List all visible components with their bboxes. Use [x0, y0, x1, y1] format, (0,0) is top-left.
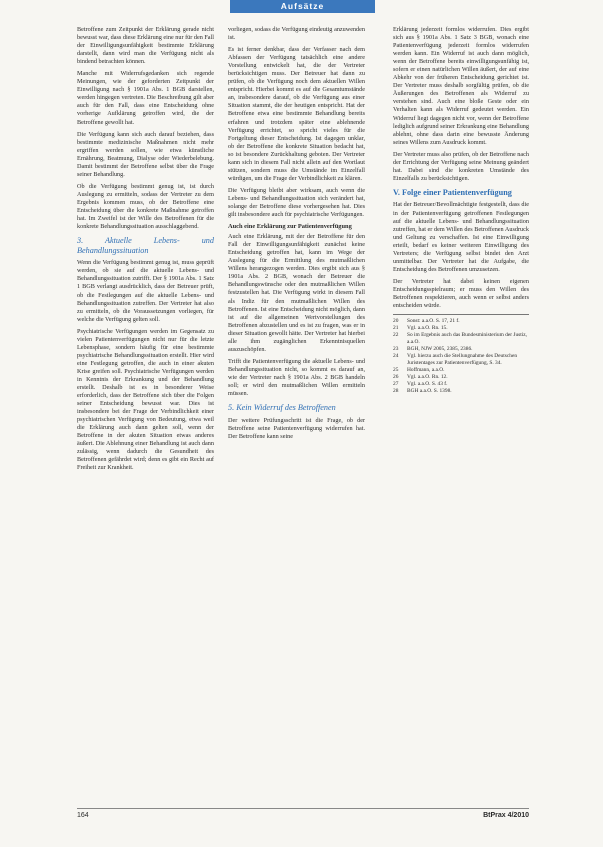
subsection-heading: 5. Kein Widerruf des Betroffenen — [228, 403, 336, 413]
footnote-number: 25 — [393, 367, 399, 374]
section-title: Aufsätze — [280, 1, 325, 11]
paragraph: Ob die Verfügung bestimmt genug ist, ist durch Auslegung zu ermitteln, sodass der Vertreter zu dem Ergebnis kommen muss, ob der Betroffene eine Entscheidung über die konkrete Maßnahme getroffen hat. Im Zweifel ist der Wille des Betroffenen für die konkrete Behandlungssituation ausschlaggebend. — [77, 182, 214, 231]
paragraph: Manche mit Widerrufsgedanken sich regende Meinungen, wie der geforderten Zeitpunkt der Einwilligung nach § 1901a Abs. 1 BGB darstellen, werden hingegen vertreten. Die Beschreibung gilt aber auch für den Fall, dass eine Entscheidung ohne vorherige Aufklärung getroffen wird, die der Betroffene gewollt hat. — [77, 70, 214, 126]
page-number: 164 — [77, 812, 89, 819]
paragraph: Der Vertreter hat dabei keinen eigenen Entscheidungsspielraum; er muss den Willen des Betroffenen respektieren, auch wenn er selbst anders entscheiden würde. — [393, 277, 529, 310]
subsection-heading: 3. Aktuelle Lebens- und Behandlungssituation — [77, 236, 214, 255]
footnote — [393, 318, 529, 325]
footnote-text: Vgl. hierzu auch die Stellungnahme des Deutschen Juristentages zur Patientenverfügung, S. 34. — [407, 353, 518, 367]
footnote-text: Vgl. a.a.O. S. 43 f. — [407, 381, 448, 388]
footnote-number: 20 — [393, 318, 399, 325]
footnote — [393, 388, 529, 395]
footnote-number: 24 — [393, 353, 399, 360]
paragraph: Hat der Betreuer/Bevollmächtigte festgestellt, dass die in der Patientenverfügung getroffenen Festlegungen auf die aktuelle Lebens- und Behandlungssituation zutreffen, hat er dem Willen des Betroffenen Ausdruck und Geltung zu verschaffen. Ist eine Einwilligung erteilt, bedarf es keiner weiteren Einwilligung des Vertreters; die Verfügung selbst bindet den Arzt unmittelbar. Der Vertreter hat die Aufgabe, die Entscheidung des Betroffenen umzusetzen. — [393, 201, 529, 273]
footnote — [393, 346, 529, 353]
text-column-right — [393, 26, 529, 811]
footnote-number: 22 — [393, 332, 399, 339]
paragraph: Psychiatrische Verfügungen werden im Gegensatz zu vielen Patientenverfügungen nicht nur für die letzte Lebensphase, sondern häufig für eine bestimmte psychiatrische Behandlungssituation erstellt. Hier wird eine Festlegung getroffen, die auch in einer akuten Krise greifen soll. Psychiatrische Verfügungen werden in Kenntnis der Erkrankung und der Behandlung erstellt. Deshalb ist es in besonderer Weise erforderlich, dass der Betroffene sich über die Folgen seiner Entscheidung bewusst war. Dies ist insbesondere bei der Frage der Verbindlichkeit einer psychiatrischen Verfügung von Bedeutung, etwa weil die Erklärung auch dann gelten soll, wenn der Betroffene in der akuten Situation etwas anderes äußert. Die Ablehnung einer Behandlung ist auch dann zulässig, wenn dadurch die Gesundheit des Betroffenen gefährdet wird; denn es gibt ein Recht auf Freiheit zur Krankheit. — [77, 327, 214, 472]
paragraph: Wenn die Verfügung bestimmt genug ist, muss geprüft werden, ob sie auf die aktuelle Lebens- und Behandlungssituation zutrifft. Der § 1901a Abs. 1 Satz 1 BGB verlangt ausdrücklich, dass der Betreuer prüft, ob die Festlegungen auf die aktuelle Lebens- und Behandlungssituation zutreffen. Der Vertreter hat also zu ermitteln, ob die Voraussetzungen vorliegen, für welche die Verfügung gelten soll. — [77, 259, 214, 323]
paragraph: vorliegen, sodass die Verfügung eindeutig anzuwenden ist. — [228, 26, 365, 42]
footnote — [393, 381, 529, 388]
footnote-number: 28 — [393, 388, 399, 395]
paragraph: Es ist ferner denkbar, dass der Verfasser nach dem Abfassen der Verfügung tatsächlich eine andere Vorstellung entwickelt hat, die der Vertreter berücksichtigen muss. Der Betreuer hat dann zu prüfen, ob die Verfügung noch dem aktuellen Willen entspricht. Hierbei kommt es auf die Gesamtumstände an, insbesondere darauf, ob die Verfügung aus einer Situation stammt, die der heutigen entspricht. Hat der Betroffene etwa eine bestimmte Behandlung bereits erfahren und trotzdem später eine ablehnende Verfügung errichtet, so spricht vieles für die Fortgeltung dieser Entscheidung. Ist dagegen unklar, ob der Betroffene die konkrete Situation bedacht hat, so ist besondere Zurückhaltung geboten. Der Vertreter kann sich in diesem Fall nicht allein auf den Wortlaut stützen, sondern muss die Umstände im Einzelfall würdigen, um die Frage der Verbindlichkeit zu klären. — [228, 46, 365, 182]
paragraph: Der Vertreter muss also prüfen, ob der Betroffene nach der Errichtung der Verfügung seine Meinung geändert hat. Dabei sind die konkreten Umstände des Einzelfalls zu berücksichtigen. — [393, 150, 529, 182]
paragraph: Der weitere Prüfungsschritt ist die Frage, ob der Betroffene seine Patientenverfügung widerrufen hat. Der Betroffene kann seine — [228, 416, 365, 440]
text-column-middle — [228, 26, 365, 811]
footnotes — [393, 314, 529, 395]
journal-name: BtPrax 4/2010 — [483, 812, 529, 819]
section-header-band — [230, 0, 375, 13]
footnote-text: BGH a.a.O. S. 1398. — [407, 388, 452, 395]
footnote — [393, 353, 529, 367]
footnote-text: Hoffmann, a.a.O. — [407, 367, 445, 374]
paragraph: Auch eine Erklärung, mit der der Betroffene für den Fall der Einwilligungsunfähigkeit zunächst keine Entscheidung getroffen hat, kann im Wege der Auslegung für die Ermittlung des mutmaßlichen Willens herangezogen werden. Dies ergibt sich aus § 1901a Abs. 2 BGB, wonach der Betreuer die Behandlungswünsche oder den mutmaßlichen Willen festzustellen hat. Die Verfügung wirkt in diesem Fall als Indiz für den mutmaßlichen Willen des Betroffenen. Ist eine Entscheidung nicht möglich, dann ist auf die allgemeinen Wertvorstellungen des Betroffenen abzustellen und es ist zu fragen, was er in dieser Situation gewollt hätte. Der Vertreter hat hierbei alle ihm zugänglichen Erkenntnisquellen auszuschöpfen. — [228, 233, 365, 353]
footer-rule — [77, 808, 529, 809]
footnote — [393, 332, 529, 346]
footnote-text: Vgl. a.a.O. Rn. 15. — [407, 325, 448, 332]
text-column-left — [77, 26, 214, 811]
footnote-text: BGH, NJW 2005, 2385, 2386. — [407, 346, 473, 353]
footnote-text: Vgl. a.a.O. Rn. 12. — [407, 374, 448, 381]
paragraph: Betroffene zum Zeitpunkt der Erklärung gerade nicht bewusst war, dass diese Erklärung eine nur für den Fall der Einwilligungsunfähigkeit bestimmte Erklärung darstellt, dann wird man die Verfügung nicht als bindend betrachten können. — [77, 26, 214, 66]
paragraph: Erklärung jederzeit formlos widerrufen. Dies ergibt sich aus § 1901a Abs. 1 Satz 3 BGB, wonach eine Patientenverfügung jederzeit formlos widerrufen werden kann. Ein Widerruf ist auch dann möglich, wenn der Betroffene bereits einwilligungsunfähig ist, sofern er einen natürlichen Willen äußert, der auf eine Abkehr von der früheren Entscheidung gerichtet ist. Der Vertreter muss deshalb sorgfältig prüfen, ob die Äußerungen des Betroffenen als Widerruf zu verstehen sind. Auch eine bloße Geste oder ein Verhalten kann als Widerruf gedeutet werden. Ein Widerruf liegt dagegen nicht vor, wenn der Betroffene lediglich aufgrund seiner Erkrankung eine Behandlung ablehnt, ohne dass darin eine bewusste Änderung seines Willens zum Ausdruck kommt. — [393, 26, 529, 146]
footnote-text: Sonst: a.a.O. S. 17, 21 f. — [407, 318, 460, 325]
paragraph: Die Verfügung kann sich auch darauf beziehen, dass bestimmte medizinische Maßnahmen nicht mehr ergriffen werden sollen, wie etwa künstliche Ernährung, Beatmung, Dialyse oder Wiederbelebung. Damit bestimmt der Betroffene selbst über die Frage seiner Behandlung. — [77, 130, 214, 178]
section-heading: V. Folge einer Patientenverfügung — [393, 187, 512, 197]
footnote-number: 21 — [393, 325, 399, 332]
footnote — [393, 367, 529, 374]
footnote-text: So im Ergebnis auch das Bundesministerium der Justiz, a.a.O. — [407, 332, 527, 346]
footnote-number: 23 — [393, 346, 399, 353]
footnote-number: 26 — [393, 374, 399, 381]
footnote — [393, 325, 529, 332]
paragraph: Trifft die Patientenverfügung die aktuelle Lebens- und Behandlungssituation nicht, so kommt es darauf an, wie der Vertreter nach § 1901a Abs. 2 BGB handeln soll; er wird den mutmaßlichen Willen ermitteln müssen. — [228, 357, 365, 398]
bold-lead-in: Auch eine Erklärung zur Patientenverfügung — [228, 223, 352, 231]
footnote-number: 27 — [393, 381, 399, 388]
paragraph: Die Verfügung bleibt aber wirksam, auch wenn die Lebens- und Behandlungssituation sich verändert hat, solange der Betroffene diese vorhergesehen hat. Dies gilt insbesondere auch für psychiatrische Verfügungen. — [228, 186, 365, 219]
